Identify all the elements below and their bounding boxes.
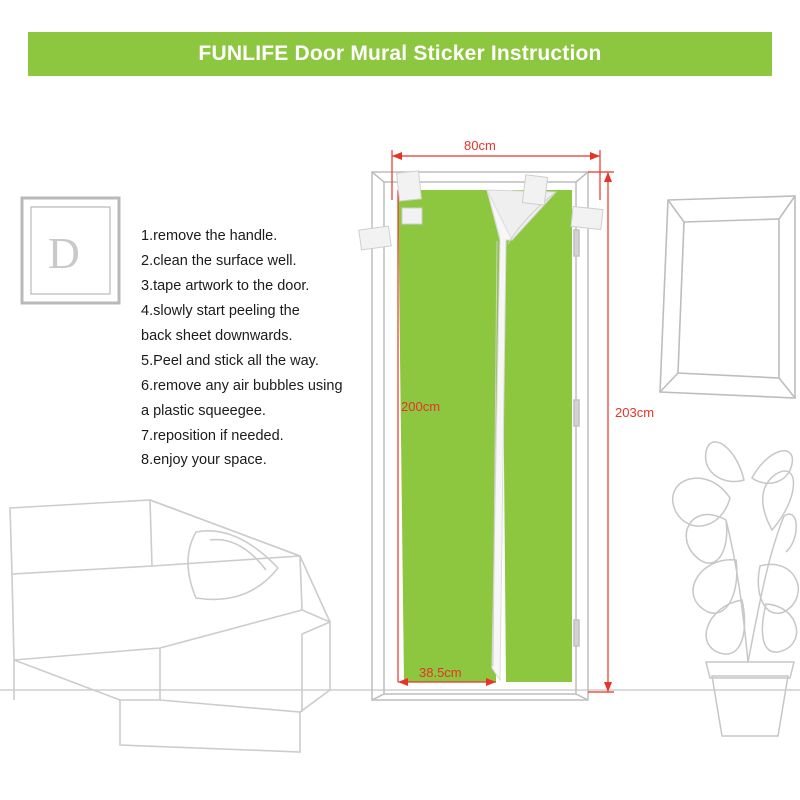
instruction-item: 4.slowly start peeling the [141,302,300,319]
instruction-item: 7.reposition if needed. [141,427,284,444]
instruction-item: back sheet downwards. [141,327,293,344]
frame-letter: D [48,229,80,278]
instruction-list [141,224,366,473]
instruction-item: 3.tape artwork to the door. [141,277,310,294]
instruction-item: 2.clean the surface well. [141,252,297,269]
instruction-item: 6.remove any air bubbles using [141,377,343,394]
instruction-item: a plastic squeegee. [141,402,266,419]
instruction-item: 1.remove the handle. [141,228,278,244]
instruction-item: 5.Peel and stick all the way. [141,352,319,369]
dimension-label-width-bottom: 38.5cm [419,665,462,680]
sticker-left-panel [398,190,500,682]
header-banner [28,32,772,76]
dimension-label-height-left: 200cm [401,399,441,414]
sticker-right-panel [502,190,572,682]
dimension-label-height-right: 203cm [615,405,655,420]
instruction-item: 8.enjoy your space. [141,452,267,469]
page-title: FUNLIFE Door Mural Sticker Instruction [198,42,602,65]
dimension-label-width-top: 80cm [464,138,496,153]
